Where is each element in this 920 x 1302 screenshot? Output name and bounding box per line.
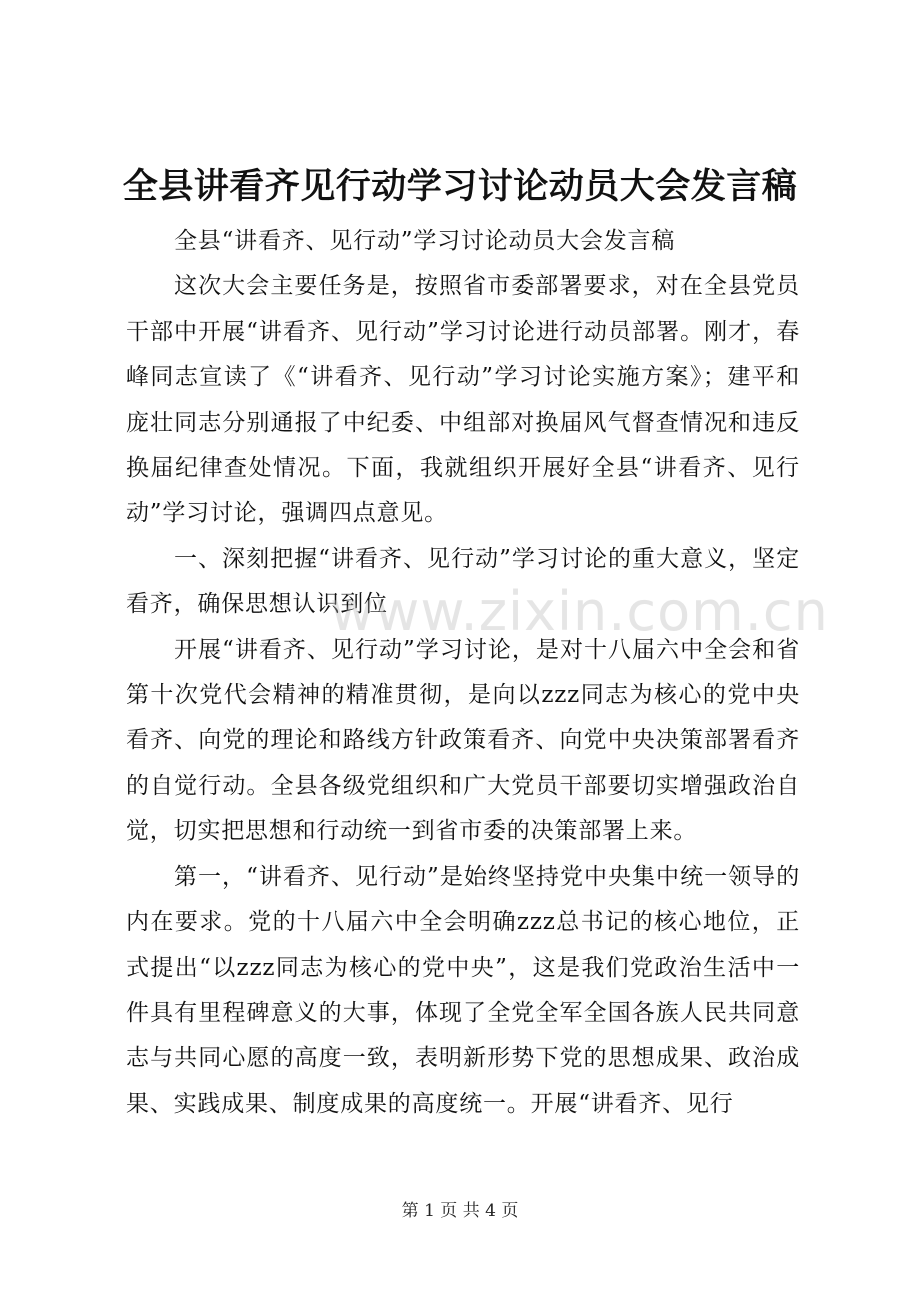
section-heading-paragraph: 一、深刻把握“讲看齐、见行动”学习讨论的重大意义，坚定看齐，确保思想认识到位 (126, 545, 800, 618)
body-paragraph: 第一，“讲看齐、见行动”是始终坚持党中央集中统一领导的内在要求。党的十八届六中全会明确zzz总书记的核心地位，正式提出“以zzz同志为核心的党中央”，这是我们党政治生活中一件具有里程碑意义的大事，体现了全党全军全国各族人民共同意志与共同心愿的高度一致，表明新形势下党的思想成果、政治成果、实践成果、制度成果的高度统一。开展“讲看齐、见行 (126, 863, 800, 1117)
subtitle-paragraph: 全县“讲看齐、见行动”学习讨论动员大会发言稿 (174, 228, 676, 254)
site-watermark: www.zixin.com.cn (330, 580, 829, 643)
document-title: 全县讲看齐见行动学习讨论动员大会发言稿 (122, 166, 798, 207)
document-body (126, 219, 800, 1127)
body-paragraph: 这次大会主要任务是，按照省市委部署要求，对在全县党员干部中开展“讲看齐、见行动”学习讨论进行动员部署。刚才，春峰同志宣读了《“讲看齐、见行动”学习讨论实施方案》；建平和庞壮同志分别通报了中纪委、中组部对换届风气督查情况和违反换届纪律查处情况。下面，我就组织开展好全县“讲看齐、见行动”学习讨论，强调四点意见。 (126, 273, 800, 527)
body-paragraph: 开展“讲看齐、见行动”学习讨论，是对十八届六中全会和省第十次党代会精神的精准贯彻，是向以zzz同志为核心的党中央看齐、向党的理论和路线方针政策看齐、向党中央决策部署看齐的自觉行动。全县各级党组织和广大党员干部要切实增强政治自觉，切实把思想和行动统一到省市委的决策部署上来。 (126, 636, 800, 845)
page-footer: 第 1 页 共 4 页 (401, 1201, 519, 1221)
